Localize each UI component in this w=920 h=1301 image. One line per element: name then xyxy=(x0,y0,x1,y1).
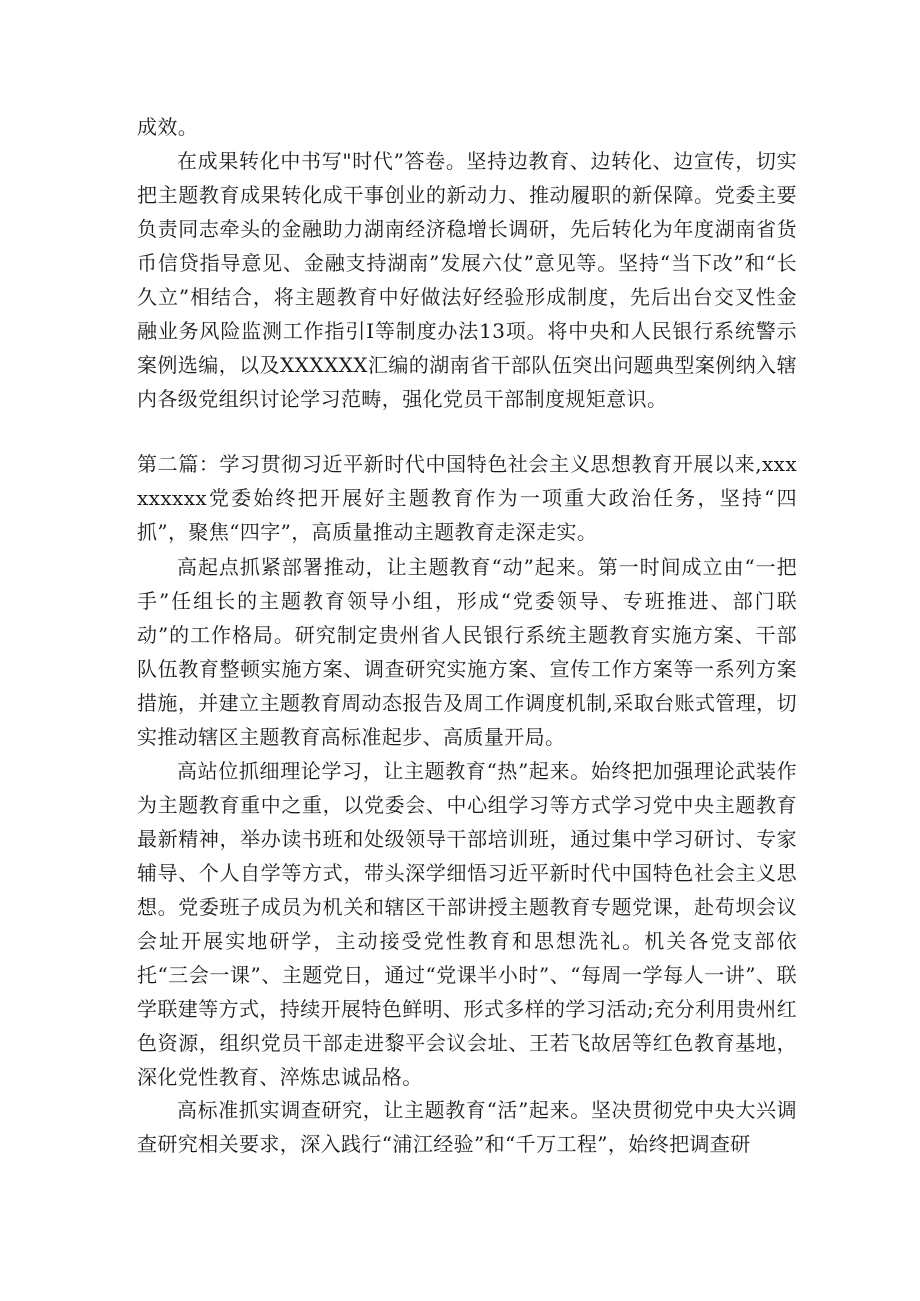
paragraph-theory-study: 高站位抓细理论学习，让主题教育“热”起来。始终把加强理论武装作为主题教育重中之重，以党委会、中心组学习等方式学习党中央主题教育最新精神，举办读书班和处级领导干部培训班，通过集中学习研讨、专家辅导、个人自学等方式，带头深学细悟习近平新时代中国特色社会主义思想。党委班子成员为机关和辖区干部讲授主题教育专题党课，赴苟坝会议会址开展实地研学，主动接受党性教育和思想洗礼。机关各党支部依托“三会一课”、主题党日，通过“党课半小时”、“每周一学每人一讲”、联学联建等方式，持续开展特色鲜明、形式多样的学习活动;充分利用贵州红色资源，组织党员干部走进黎平会议会址、王若飞故居等红色教育基地，深化党性教育、淬炼忠诚品格。 xyxy=(137,759,797,1089)
paragraph-deployment: 高起点抓紧部署推动，让主题教育“动”起来。第一时间成立由“一把手”任组长的主题教育领导小组，形成“党委领导、专班推进、部门联动”的工作格局。研究制定贵州省人民银行系统主题教育实施方案、干部队伍教育整顿实施方案、调查研究实施方案、宣传工作方案等一系列方案措施，并建立主题教育周动态报告及周工作调度机制,采取台账式管理，切实推动辖区主题教育高标准起步、高质量开局。 xyxy=(137,555,797,749)
paragraph-investigation-research: 高标准抓实调查研究，让主题教育“活”起来。坚决贯彻党中央大兴调查研究相关要求，深入践行“浦江经验”和“千万工程”，始终把调查研 xyxy=(137,1098,797,1156)
paragraph-achievement-transformation: 在成果转化中书写"时代”答卷。坚持边教育、边转化、边宣传，切实把主题教育成果转化成干事创业的新动力、推动履职的新保障。党委主要负责同志牵头的金融助力湖南经济稳增长调研，先后转化为年度湖南省货币信贷指导意见、金融支持湖南”发展六仗”意见等。坚持“当下改”和“长久立”相结合，将主题教育中好做法好经验形成制度，先后出台交叉性金融业务风险监测工作指引Ⅰ等制度办法13项。将中央和人民银行系统警示案例选编，以及XXXXXX汇编的湖南省干部队伍突出问题典型案例纳入辖内各级党组织讨论学习范畴，强化党员干部制度规矩意识。 xyxy=(137,149,797,411)
paragraph-second-article-intro: 第二篇：学习贯彻习近平新时代中国特色社会主义思想教育开展以来,xxxxxxxxx党委始终把开展好主题教育作为一项重大政治任务，坚持“四抓”，聚焦“四字”，高质量推动主题教育走深走实。 xyxy=(137,452,797,544)
paragraph-continuation: 成效。 xyxy=(137,115,199,139)
